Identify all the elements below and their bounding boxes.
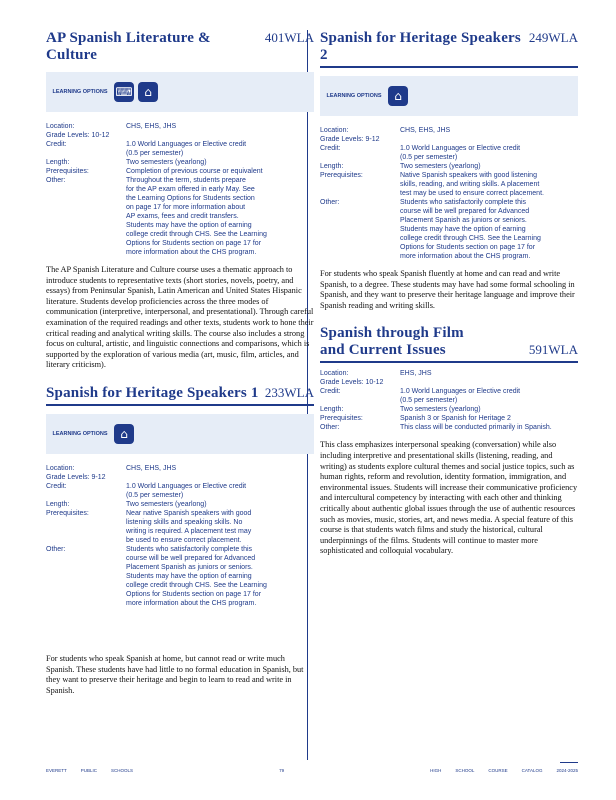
footer-word: SCHOOL <box>455 768 475 773</box>
info-label: Location: <box>320 127 349 134</box>
info-value: Students who satisfactorily complete this course will be well prepared for Advanced Placement Spanish as juniors or seniors. Students may have the option of earning college credit through CHS. See the Learning Options for Students section on page 17 for more information about the CHS program. <box>126 545 267 607</box>
info-label: Grade Levels: 10-12 <box>320 379 384 387</box>
info-label: Prerequisites: <box>46 168 89 175</box>
course-code: 233WLA <box>264 384 314 400</box>
course-description: For students who speak Spanish at home, but cannot read or write much Spanish. These students have had little to no formal education in Spanish, but they want to preserve their heritage and begin to learn to read and write in Spanish. <box>46 653 304 695</box>
info-label: Credit: <box>320 145 341 152</box>
footer-word: 2024-2025 <box>556 768 578 773</box>
info-value: CHS, EHS, JHS <box>400 127 451 134</box>
course-info <box>320 369 578 432</box>
college-credit-icon: ⌂ <box>138 82 158 102</box>
footer-left <box>46 768 133 773</box>
info-value: CHS, EHS, JHS <box>126 464 177 472</box>
college-credit-icon: ⌂ <box>114 424 134 444</box>
course-info <box>320 126 578 261</box>
info-value: Completion of previous course or equivalent <box>126 168 263 175</box>
course-info <box>46 464 314 608</box>
footer-word: HIGH <box>430 768 442 773</box>
info-label: Location: <box>46 464 75 472</box>
info-label: Prerequisites: <box>320 172 363 179</box>
info-value: Near native Spanish speakers with good listening skills and speaking skills. No writing is required. A placement test may be used to ensure correct placement. <box>126 509 252 544</box>
footer-right <box>430 768 578 773</box>
footer-word: SCHOOLS <box>111 768 134 773</box>
footer-word: EVERETT <box>46 768 67 773</box>
info-value: EHS, JHS <box>400 370 432 378</box>
info-value: Spanish 3 or Spanish for Heritage 2 <box>400 415 511 423</box>
title-rule <box>320 361 578 363</box>
info-label: Credit: <box>46 141 67 148</box>
info-label: Other: <box>46 177 66 184</box>
info-value: Students who satisfactorily complete this course will be well prepared for Advanced Placement Spanish as juniors or seniors. Students may have the option of earning college credit through CHS. See the Learning Options for Students section on page 17 for more information about the CHS program. <box>400 199 541 260</box>
learning-options-label: LEARNING OPTIONS <box>52 430 108 437</box>
course-code: 591WLA <box>528 342 578 358</box>
info-label: Length: <box>46 500 70 508</box>
info-value: 1.0 World Languages or Elective credit (0.5 per semester) <box>400 145 521 161</box>
info-label: Grade Levels: 9-12 <box>46 473 106 481</box>
learning-options-box <box>46 72 314 112</box>
course-code: 249WLA <box>528 30 578 45</box>
course-title-line2: and Current Issues <box>320 342 446 359</box>
page-number: 79 <box>279 768 285 773</box>
info-value: Two semesters (yearlong) <box>126 159 207 166</box>
info-value: Throughout the term, students prepare for the AP exam offered in early May. See the Learning Options for Students section on page 17 for more information about AP exams, fees and credit transfers. Students may have the option of earning college credit through CHS. See the Learning Options for Students section on page 17 for more information about the CHS program. <box>126 177 267 256</box>
footer-rule <box>560 762 578 763</box>
course-title: AP Spanish Literature & Culture <box>46 30 211 63</box>
learning-options-label: LEARNING OPTIONS <box>326 93 382 99</box>
title-rule <box>320 66 578 68</box>
info-label: Location: <box>320 370 349 378</box>
title-rule <box>46 404 314 406</box>
online-learning-icon: ⌨ <box>114 82 134 102</box>
learning-options-label: LEARNING OPTIONS <box>52 89 108 95</box>
info-value: Two semesters (yearlong) <box>126 500 207 508</box>
course-ap-spanish-literature <box>46 30 314 371</box>
info-label: Other: <box>320 424 340 432</box>
info-label: Grade Levels: 10-12 <box>46 132 110 139</box>
info-label: Length: <box>46 159 70 166</box>
course-heritage-speakers-2 <box>320 30 578 311</box>
info-label: Grade Levels: 9-12 <box>320 136 380 143</box>
course-description: This class emphasizes interpersonal speaking (conversation) while also including interpretive and presentational skills (listening, reading, and writing) as students explore cultural themes and social justice topics, such as human rights, reform and revolution, identity formation, immigration, and environmental issues. Students will increase their communicative proficiency and intercultural competency by interacting with each other and thinking critically about authentic global issues through the use of authentic resources such as movies, music, stories, art, and news media. A special feature of this course is that students watch films and study the historical, cultural underpinnings of the films. Students will continue to master more sophisticated and colloquial vocabulary. <box>320 440 578 556</box>
course-title: Spanish for Heritage Speakers 1 <box>46 384 259 401</box>
info-value: 1.0 World Languages or Elective credit (0.5 per semester) <box>126 141 247 157</box>
info-value: 1.0 World Languages or Elective credit (0.5 per semester) <box>400 388 521 405</box>
course-code: 401WLA <box>264 30 314 45</box>
page-footer <box>46 768 578 773</box>
info-label: Credit: <box>46 482 67 490</box>
info-label: Location: <box>46 123 75 130</box>
course-title-line1: Spanish through Film <box>320 325 464 342</box>
learning-options-box <box>46 414 314 454</box>
info-label: Length: <box>320 163 344 170</box>
info-value: Native Spanish speakers with good listening skills, reading, and writing skills. A placement test may be used to ensure correct placement. <box>400 172 544 197</box>
course-info <box>46 122 314 257</box>
learning-options-box <box>320 76 578 116</box>
info-value: CHS, EHS, JHS <box>126 123 177 130</box>
college-credit-icon: ⌂ <box>388 86 408 106</box>
info-value: Two semesters (yearlong) <box>400 406 481 414</box>
course-heritage-speakers-1 <box>46 385 314 696</box>
info-label: Length: <box>320 406 344 414</box>
info-label: Other: <box>46 545 66 553</box>
right-column <box>320 30 578 557</box>
left-column <box>46 30 314 696</box>
info-label: Other: <box>320 199 340 206</box>
course-description: For students who speak Spanish fluently at home and can read and write Spanish, to a degree. These students may have had some formal schooling in Spanish, and they want to preserve their heritage language and improve their Spanish reading and writing skills. <box>320 269 575 310</box>
info-label: Prerequisites: <box>46 509 89 517</box>
course-description: The AP Spanish Literature and Culture course uses a thematic approach to introduce students to representative texts (short stories, novels, poetry, and essays) from Peninsular Spanish, Latin American and United States Hispanic literature. Students develop proficiencies across the three modes of communication (interpretive, interpersonal, and presentational). Through careful examination of the required readings and other texts, students work to hone their critical reading and analytical writing skills. The course also includes a strong focus on cultural, artistic, and linguistic connections and comparisons, which is supported by the exploration of various media (art, music, film, articles, and literary criticism). <box>46 265 314 370</box>
footer-word: CATALOG <box>521 768 543 773</box>
info-value: This class will be conducted primarily in Spanish. <box>400 424 552 432</box>
info-value: 1.0 World Languages or Elective credit (0.5 per semester) <box>126 482 247 499</box>
info-label: Prerequisites: <box>320 415 363 423</box>
course-title: Spanish for Heritage Speakers 2 <box>320 30 521 63</box>
info-value: Two semesters (yearlong) <box>400 163 481 170</box>
footer-word: COURSE <box>488 768 508 773</box>
info-label: Credit: <box>320 388 341 396</box>
footer-word: PUBLIC <box>80 768 98 773</box>
course-spanish-through-film <box>320 325 578 557</box>
